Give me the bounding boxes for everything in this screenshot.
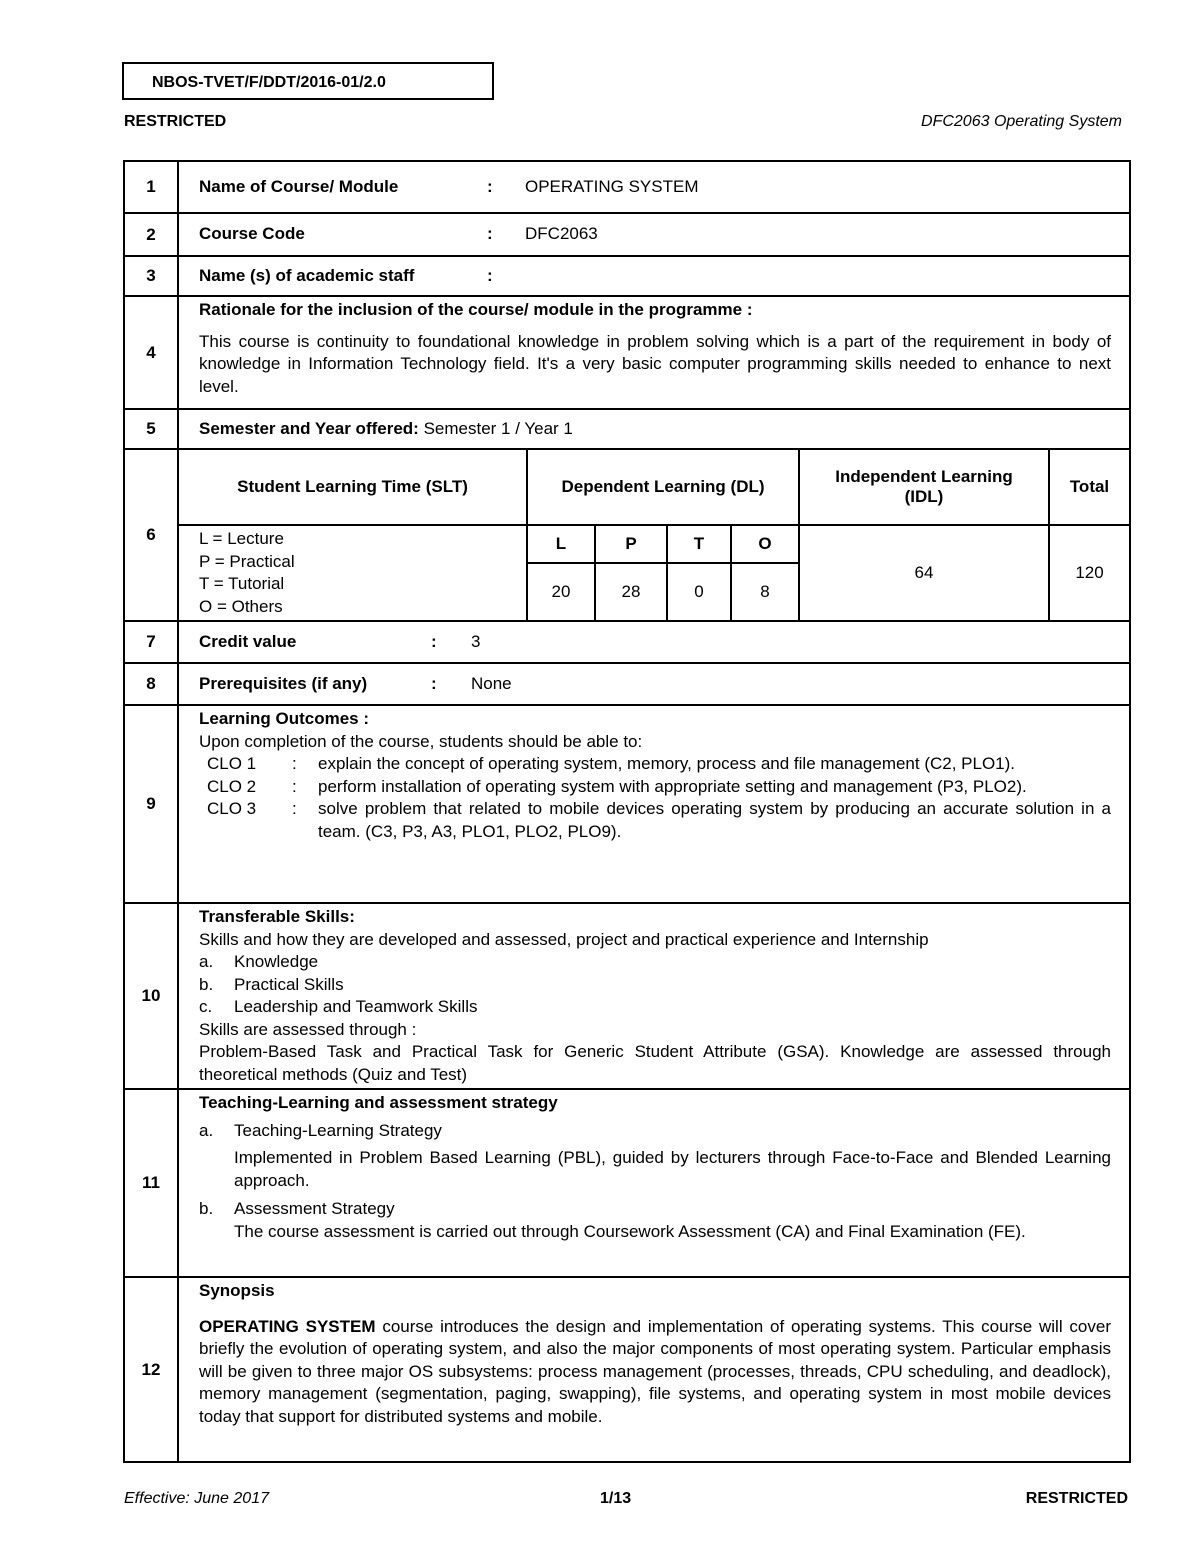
credit-value: 3 (471, 631, 481, 651)
row-number: 9 (124, 705, 178, 903)
row-number: 12 (124, 1277, 178, 1462)
legend-others: O = Others (199, 596, 283, 616)
credit-value-label: Credit value (199, 631, 297, 651)
row-number: 7 (124, 621, 178, 663)
clo-id: CLO 2 (207, 776, 257, 796)
course-code-value: DFC2063 (525, 224, 598, 244)
academic-staff-label: Name (s) of academic staff (199, 265, 415, 285)
legend-practical: P = Practical (199, 551, 295, 571)
idl-value: 64 (799, 525, 1049, 621)
slt-table (177, 448, 1131, 622)
row-prerequisites (124, 663, 1130, 705)
slt-header: Student Learning Time (SLT) (178, 449, 527, 525)
row-teaching-strategy (124, 1089, 1130, 1277)
course-code-label: Course Code (199, 224, 305, 244)
clo-item: CLO 2 : perform installation of operating system with appropriate setting and management (P3, PLO2). (199, 776, 1111, 799)
row-synopsis (124, 1277, 1130, 1462)
prerequisites-value: None (471, 673, 512, 693)
row-number: 4 (124, 296, 178, 409)
teaching-strategy-title: Teaching-Learning and assessment strategy (199, 1093, 558, 1112)
learning-outcomes-intro: Upon completion of the course, students should be able to: (199, 731, 643, 751)
clo-item: CLO 3 : solve problem that related to mobile devices operating system by producing an accurate solution in a team. (C3, P3, A3, PLO1, PLO2, PLO9). (199, 798, 1111, 843)
dl-header: Dependent Learning (DL) (527, 449, 799, 525)
dl-val-o: 8 (731, 563, 799, 621)
row-number: 11 (124, 1089, 178, 1277)
rationale-title: Rationale for the inclusion of the course/ module in the programme : (199, 300, 753, 319)
footer-classification: RESTRICTED (1025, 1490, 1128, 1507)
dl-col-o: O (731, 525, 799, 563)
rationale-text: This course is continuity to foundational knowledge in problem solving which is a part of the requirement in body of knowledge in Information Technology field. It's a very basic computer programming skills needed to enhance to next level. (199, 331, 1111, 396)
dl-col-p: P (595, 525, 667, 563)
transferable-skills-title: Transferable Skills: (199, 907, 355, 926)
colon: : (487, 265, 493, 285)
footer-effective-date: Effective: June 2017 (124, 1490, 269, 1507)
colon: : (431, 631, 437, 651)
clo-text: solve problem that related to mobile devices operating system by producing an accurate solution in a team. (C3, P3, A3, PLO1, PLO2, PLO9). (318, 799, 1111, 841)
row-number: 1 (124, 161, 178, 213)
row-number: 10 (124, 903, 178, 1089)
transferable-skills-intro: Skills and how they are developed and assessed, project and practical experience and Internship (199, 929, 929, 949)
row-learning-time (124, 449, 1130, 621)
row-rationale (124, 296, 1130, 409)
legend-lecture: L = Lecture (199, 529, 284, 548)
footer-page-number: 1/13 (600, 1490, 632, 1507)
clo-item: CLO 1 : explain the concept of operating system, memory, process and file management (C2, PLO1). (199, 753, 1111, 776)
slt-legend (178, 525, 527, 621)
document-id-box: NBOS-TVET/F/DDT/2016-01/2.0 (122, 62, 494, 100)
total-value: 120 (1049, 525, 1130, 621)
row-credit-value (124, 621, 1130, 663)
clo-id: CLO 1 (207, 754, 257, 773)
dl-val-p: 28 (595, 563, 667, 621)
row-transferable-skills (124, 903, 1130, 1089)
colon: : (487, 224, 493, 244)
row-number: 2 (124, 213, 178, 256)
row-number: 5 (124, 409, 178, 449)
dl-val-t: 0 (667, 563, 731, 621)
clo-text: explain the concept of operating system, memory, process and file management (C2, PLO1). (318, 754, 1016, 773)
row-number: 3 (124, 256, 178, 296)
list-item: a. Knowledge (199, 952, 319, 971)
total-header: Total (1049, 449, 1130, 525)
clo-text: perform installation of operating system with appropriate setting and management (P3, PLO2). (318, 776, 1027, 796)
row-academic-staff (124, 256, 1130, 296)
header-classification: RESTRICTED (124, 113, 227, 130)
dl-col-t: T (667, 525, 731, 563)
row-semester (124, 409, 1130, 449)
list-item: c. Leadership and Teamwork Skills (199, 997, 478, 1016)
prerequisites-label: Prerequisites (if any) (199, 673, 368, 693)
skills-assessed-text: Problem-Based Task and Practical Task for Generic Student Attribute (GSA). Knowledge are assessed through theoretical methods (Quiz and Test) (199, 1042, 1111, 1084)
header-course-title: DFC2063 Operating System (921, 113, 1122, 130)
colon: : (431, 673, 437, 693)
row-course-code (124, 213, 1130, 256)
list-item: a. Teaching-Learning Strategy (199, 1120, 442, 1140)
clo-id: CLO 3 (207, 799, 257, 818)
row-course-name (124, 161, 1130, 213)
semester-label: Semester and Year offered: (199, 418, 419, 438)
learning-outcomes-title: Learning Outcomes : (199, 709, 370, 728)
colon: : (487, 176, 493, 196)
synopsis-title: Synopsis (199, 1281, 275, 1300)
course-info-table (123, 160, 1131, 1463)
semester-value: Semester 1 / Year 1 (418, 418, 573, 438)
dl-col-l: L (527, 525, 595, 563)
dl-val-l: 20 (527, 563, 595, 621)
row-number: 6 (124, 449, 178, 621)
list-item: b. Practical Skills (199, 974, 344, 994)
row-learning-outcomes (124, 705, 1130, 903)
legend-tutorial: T = Tutorial (199, 574, 285, 593)
skills-assessed-label: Skills are assessed through : (199, 1019, 417, 1039)
row-number: 8 (124, 663, 178, 705)
assessment-strategy-text: The course assessment is carried out through Coursework Assessment (CA) and Final Examination (FE). (234, 1221, 1026, 1241)
course-name-value: OPERATING SYSTEM (525, 176, 699, 196)
course-name-label: Name of Course/ Module (199, 176, 399, 196)
idl-header: Independent Learning (IDL) (799, 449, 1049, 525)
list-item: b. Assessment Strategy (199, 1199, 395, 1218)
teaching-learning-text: Implemented in Problem Based Learning (PBL), guided by lecturers through Face-to-Face and Blended Learning approach. (234, 1148, 1111, 1190)
synopsis-text: OPERATING SYSTEM course introduces the design and implementation of operating systems. This course will cover briefly the evolution of operating system, and also the major components of most operating system. Particular emphasis will be given to three major OS subsystems: process management (processes, threads, CPU scheduling, and deadlock), memory management (segmentation, paging, swapping), file systems, and operating system in most mobile devices today that support for distributed systems and mobile. (199, 1316, 1111, 1426)
